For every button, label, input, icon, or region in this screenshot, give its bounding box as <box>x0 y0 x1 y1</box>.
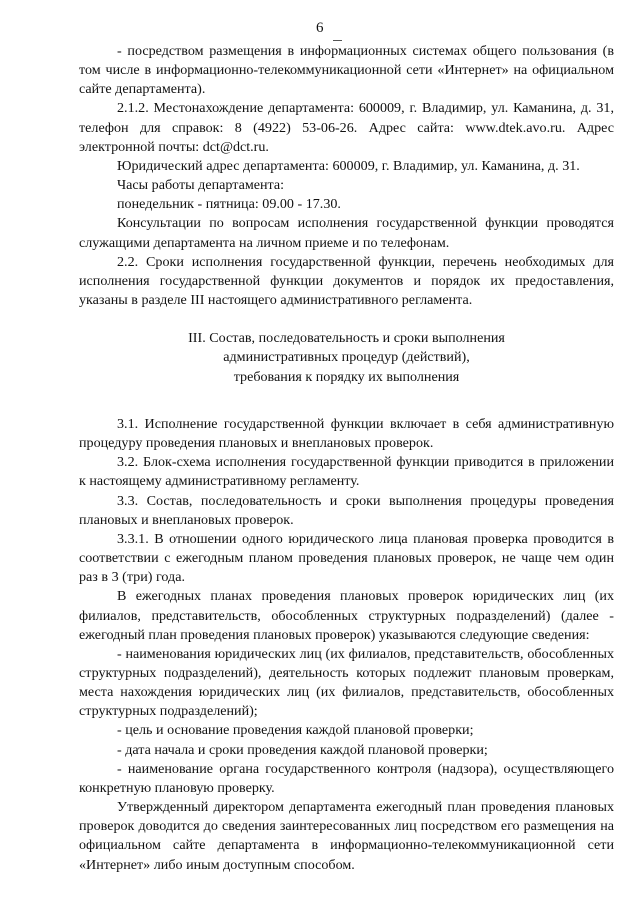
paragraph-annual-plans: В ежегодных планах проведения плановых проверок юридических лиц (их филиалов, представительств, обособленных структурных подразделений) (далее - ежегодный план проведения плановых проверок) указываются следующие сведения: <box>79 588 614 643</box>
page-number-underline <box>333 40 342 41</box>
spacer <box>79 310 614 329</box>
paragraph-working-hours: понедельник - пятница: 09.00 - 17.30. <box>117 196 341 213</box>
page-number: 6 <box>316 20 324 36</box>
paragraph-working-hours-label: Часы работы департамента: <box>117 177 285 194</box>
paragraph-3-2: 3.2. Блок-схема исполнения государственной функции приводится в приложении к настоящему административному регламенту. <box>79 454 614 490</box>
paragraph-2-2: 2.2. Сроки исполнения государственной функции, перечень необходимых для исполнения государственной функции документов и порядок их предоставления, указаны в разделе III настоящего административного регламента. <box>79 253 614 309</box>
list-item-names: - наименования юридических лиц (их филиалов, представительств, обособленных структурных подразделений), деятельность которых подлежит плановым проверкам, места нахождения юридических лиц (их филиалов, представительств, обособленных структурных подразделений); <box>79 645 614 720</box>
list-item-control-body: - наименование органа государственного контроля (надзора), осуществляющего конкретную плановую проверку. <box>79 760 614 796</box>
document-body <box>79 42 614 875</box>
paragraph-consultations: Консультации по вопросам исполнения государственной функции проводятся служащими департамента на личном приеме и по телефонам. <box>79 215 614 251</box>
spacer <box>79 387 614 406</box>
paragraph-3-3: 3.3. Состав, последовательность и сроки выполнения процедуры проведения плановых и внеплановых проверок. <box>79 492 614 528</box>
list-item-dates: - дата начала и сроки проведения каждой плановой проверки; <box>117 741 488 758</box>
paragraph-plan-publication: Утвержденный директором департамента ежегодный план проведения плановых проверок доводится до сведения заинтересованных лиц посредством его размещения на официальном сайте департамента в информационно-телекоммуникационной сети «Интернет» либо иным доступным способом. <box>79 799 614 873</box>
section-heading-line-1: III. Состав, последовательность и сроки выполнения <box>188 330 505 347</box>
paragraph-publication-method: - посредством размещения в информационных системах общего пользования (в том числе в информационно-телекоммуникационной сети «Интернет» на официальном сайте департамента). <box>79 43 614 98</box>
paragraph-3-1: 3.1. Исполнение государственной функции включает в себя административную процедуру проведения плановых и внеплановых проверок. <box>79 415 614 452</box>
spacer <box>79 406 614 415</box>
section-heading <box>79 329 614 386</box>
paragraph-3-3-1: 3.3.1. В отношении одного юридического лица плановая проверка проводится в соответствии с ежегодным планом проведения плановых проверок, не чаще чем один раз в 3 (три) года. <box>79 530 614 586</box>
paragraph-legal-address: Юридический адрес департамента: 600009, г. Владимир, ул. Каманина, д. 31. <box>117 157 580 174</box>
section-heading-line-3: требования к порядку их выполнения <box>233 368 460 385</box>
paragraph-department-location: 2.1.2. Местонахождение департамента: 600009, г. Владимир, ул. Каманина, д. 31, телефон для справок: 8 (4922) 53-06-26. Адрес сайта: www.dtek.avo.ru. Адрес электронной почты: dct@dct.ru. <box>79 100 614 155</box>
section-heading-line-2: административных процедур (действий), <box>223 349 470 366</box>
list-item-purpose: - цель и основание проведения каждой плановой проверки; <box>117 722 474 739</box>
